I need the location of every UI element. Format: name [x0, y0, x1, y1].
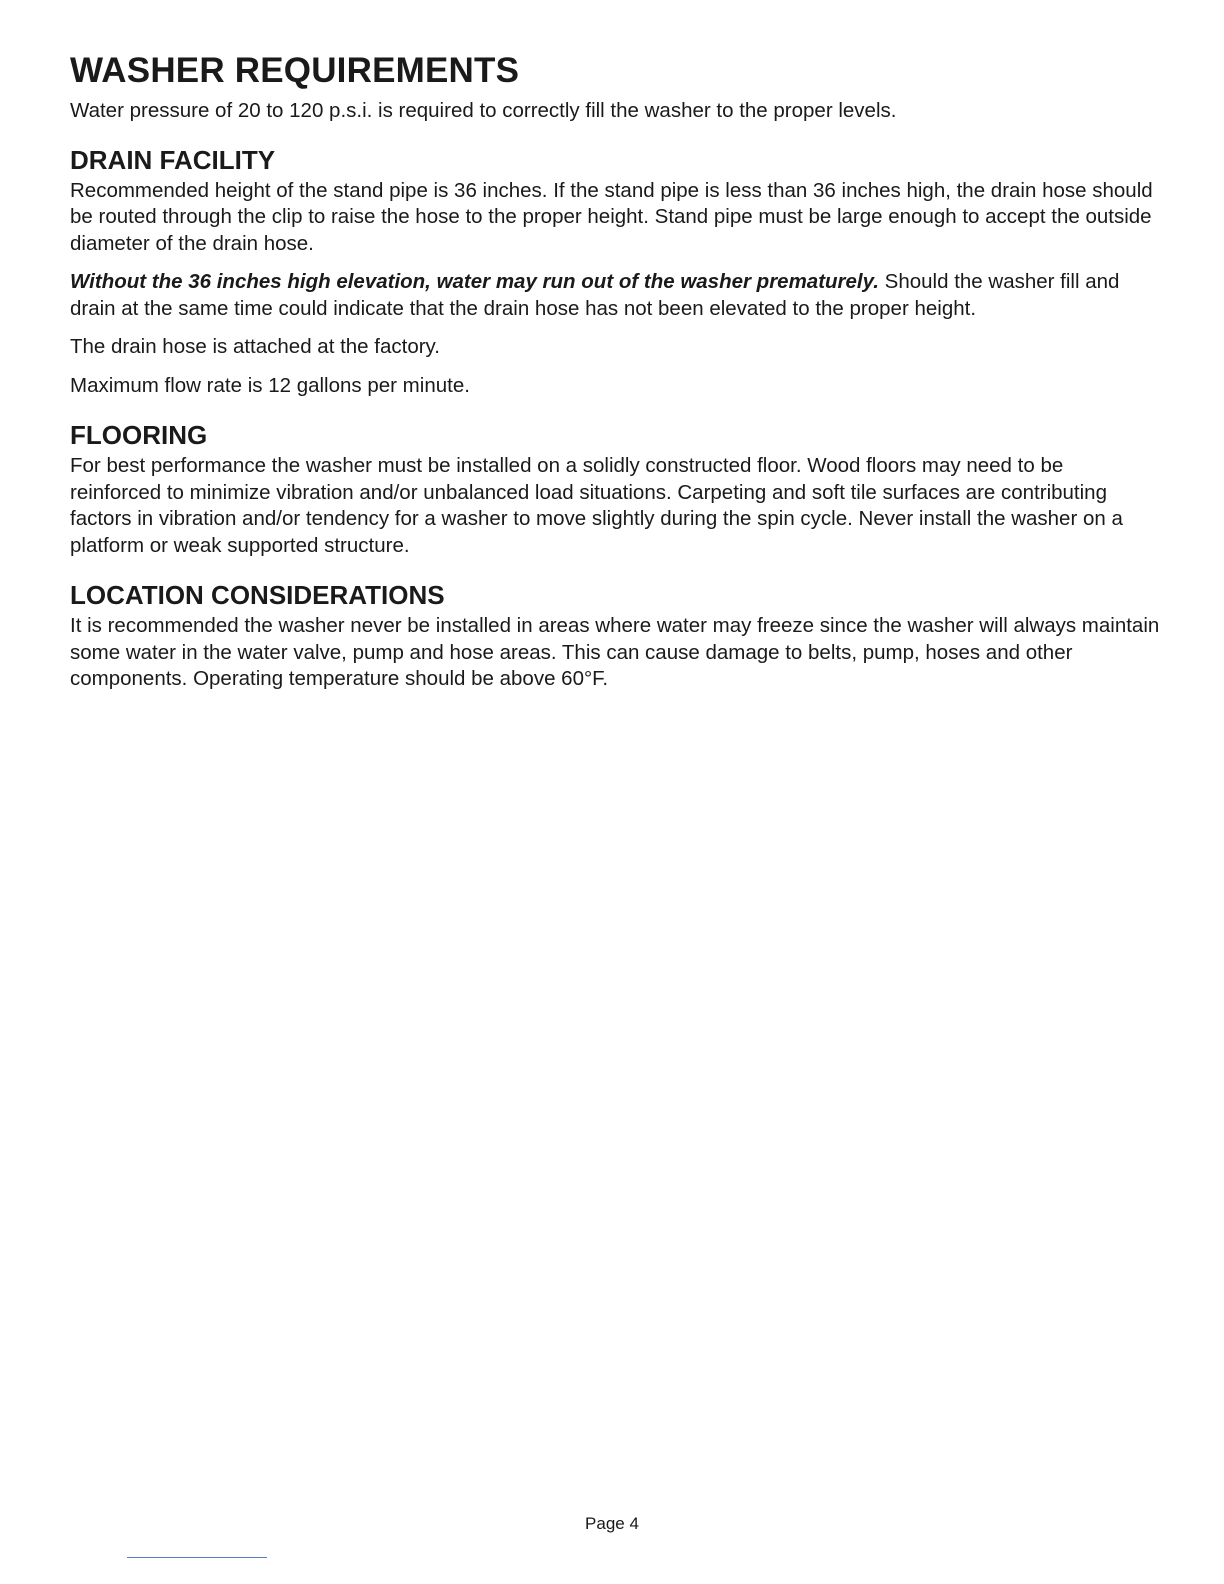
footer-divider [127, 1557, 267, 1558]
location-paragraph: It is recommended the washer never be installed in areas where water may freeze since the washer will always maintain some water in the water valve, pump and hose areas. This can cause damage to belts, pump, hoses and other components. Operating temperature should be above 60°F. [70, 614, 1160, 691]
location-heading: LOCATION CONSIDERATIONS [70, 580, 445, 611]
page-title: WASHER REQUIREMENTS [70, 51, 520, 90]
flooring-heading: FLOORING [70, 420, 208, 451]
drain-paragraph-1: Recommended height of the stand pipe is 36 inches. If the stand pipe is less than 36 inches high, the drain hose should be routed through the clip to raise the hose to the proper height. Stand pipe must be large enough to accept the outside diameter of the drain hose. [70, 178, 1153, 255]
drain-paragraph-4: Maximum flow rate is 12 gallons per minute. [70, 373, 470, 397]
drain-warning-emphasis: Without the 36 inches high elevation, water may run out of the washer prematurely. [70, 270, 879, 294]
location-section [70, 581, 1160, 692]
flooring-section [70, 421, 1160, 559]
drain-paragraph-3: The drain hose is attached at the factory. [70, 335, 440, 359]
drain-facility-heading: DRAIN FACILITY [70, 145, 276, 175]
drain-paragraph-2 [70, 269, 1160, 322]
drain-warning-text: Should the washer fill and drain at the same time could indicate that the drain hose has not been elevated to the proper height. [70, 270, 1120, 320]
intro-paragraph: Water pressure of 20 to 120 p.s.i. is required to correctly fill the washer to the proper levels. [70, 98, 897, 122]
flooring-paragraph: For best performance the washer must be installed on a solidly constructed floor. Wood floors may need to be reinforced to minimize vibration and/or unbalanced load situations. Carpeting and soft tile surfaces are contributing factors in vibration and/or tendency for a washer to move slightly during the spin cycle. Never install the washer on a platform or weak supported structure. [70, 454, 1123, 557]
page-number: Page 4 [585, 1514, 639, 1533]
document-page [70, 52, 1160, 693]
drain-facility-section [70, 146, 1160, 399]
